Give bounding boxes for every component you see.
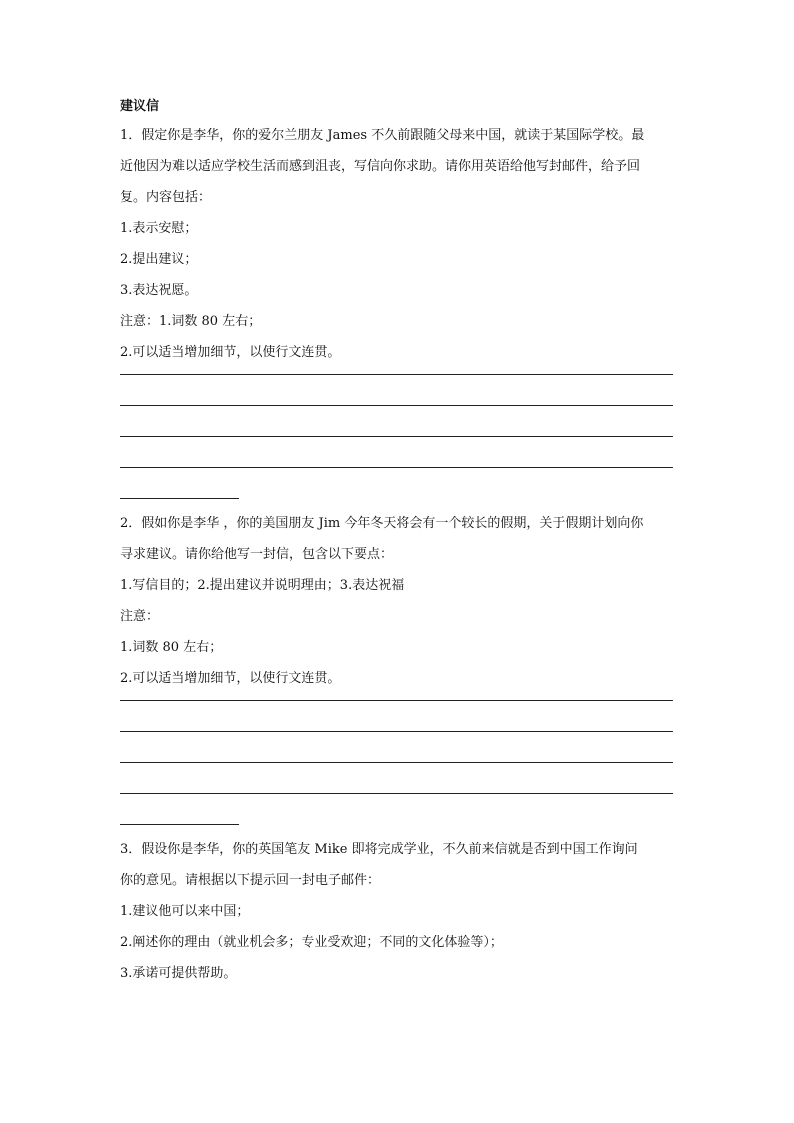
question-3-line-2: 你的意见。请根据以下提示回一封电子邮件： bbox=[120, 873, 381, 888]
answer-line bbox=[120, 405, 673, 406]
question-2-line-4: 注意： bbox=[120, 609, 160, 624]
question-1-line-5: 2.提出建议； bbox=[120, 252, 198, 267]
answer-line bbox=[120, 374, 673, 375]
question-1-line-2: 近他因为难以适应学校生活而感到沮丧，写信向你求助。请你用英语给他写封邮件，给予回 bbox=[120, 159, 641, 174]
question-2-line-5: 1.词数 80 左右； bbox=[120, 640, 223, 655]
question-1-line-7: 注意：1.词数 80 左右； bbox=[120, 314, 262, 329]
question-2-line-2: 寻求建议。请你给他写一封信，包含以下要点： bbox=[120, 547, 394, 562]
question-2-line-1: 2．假如你是李华 ，你的美国朋友 Jim 今年冬天将会有一个较长的假期，关于假期计划向你 bbox=[120, 516, 644, 531]
document-content bbox=[120, 97, 675, 989]
question-3 bbox=[120, 834, 675, 989]
question-1-line-8: 2.可以适当增加细节，以使行文连贯。 bbox=[120, 345, 341, 360]
question-1-line-1: 1．假定你是李华，你的爱尔兰朋友 James 不久前跟随父母来中国，就读于某国际学校。最 bbox=[120, 128, 645, 143]
question-2 bbox=[120, 508, 675, 825]
question-2-line-6: 2.可以适当增加细节，以使行文连贯。 bbox=[120, 671, 341, 686]
question-2-line-3: 1.写信目的；2.提出建议并说明理由；3.表达祝福 bbox=[120, 578, 405, 593]
answer-line-short bbox=[120, 824, 239, 825]
answer-line-short bbox=[120, 498, 239, 499]
question-3-line-5: 3.承诺可提供帮助。 bbox=[120, 966, 237, 981]
answer-line bbox=[120, 731, 673, 732]
answer-line bbox=[120, 793, 673, 794]
question-1-line-6: 3.表达祝愿。 bbox=[120, 283, 198, 298]
question-1 bbox=[120, 120, 675, 499]
question-1-line-3: 复。内容包括： bbox=[120, 190, 212, 205]
section-title: 建议信 bbox=[120, 99, 160, 114]
answer-line bbox=[120, 762, 673, 763]
answer-lines-1 bbox=[120, 374, 675, 499]
answer-line bbox=[120, 467, 673, 468]
question-3-line-1: 3．假设你是李华，你的英国笔友 Mike 即将完成学业，不久前来信就是否到中国工作询问 bbox=[120, 842, 638, 857]
answer-line bbox=[120, 436, 673, 437]
answer-line bbox=[120, 700, 673, 701]
question-3-line-4: 2.阐述你的理由（就业机会多；专业受欢迎；不同的文化体验等）； bbox=[120, 935, 503, 950]
answer-lines-2 bbox=[120, 700, 675, 825]
question-1-line-4: 1.表示安慰； bbox=[120, 221, 198, 236]
question-3-line-3: 1.建议他可以来中国； bbox=[120, 904, 250, 919]
